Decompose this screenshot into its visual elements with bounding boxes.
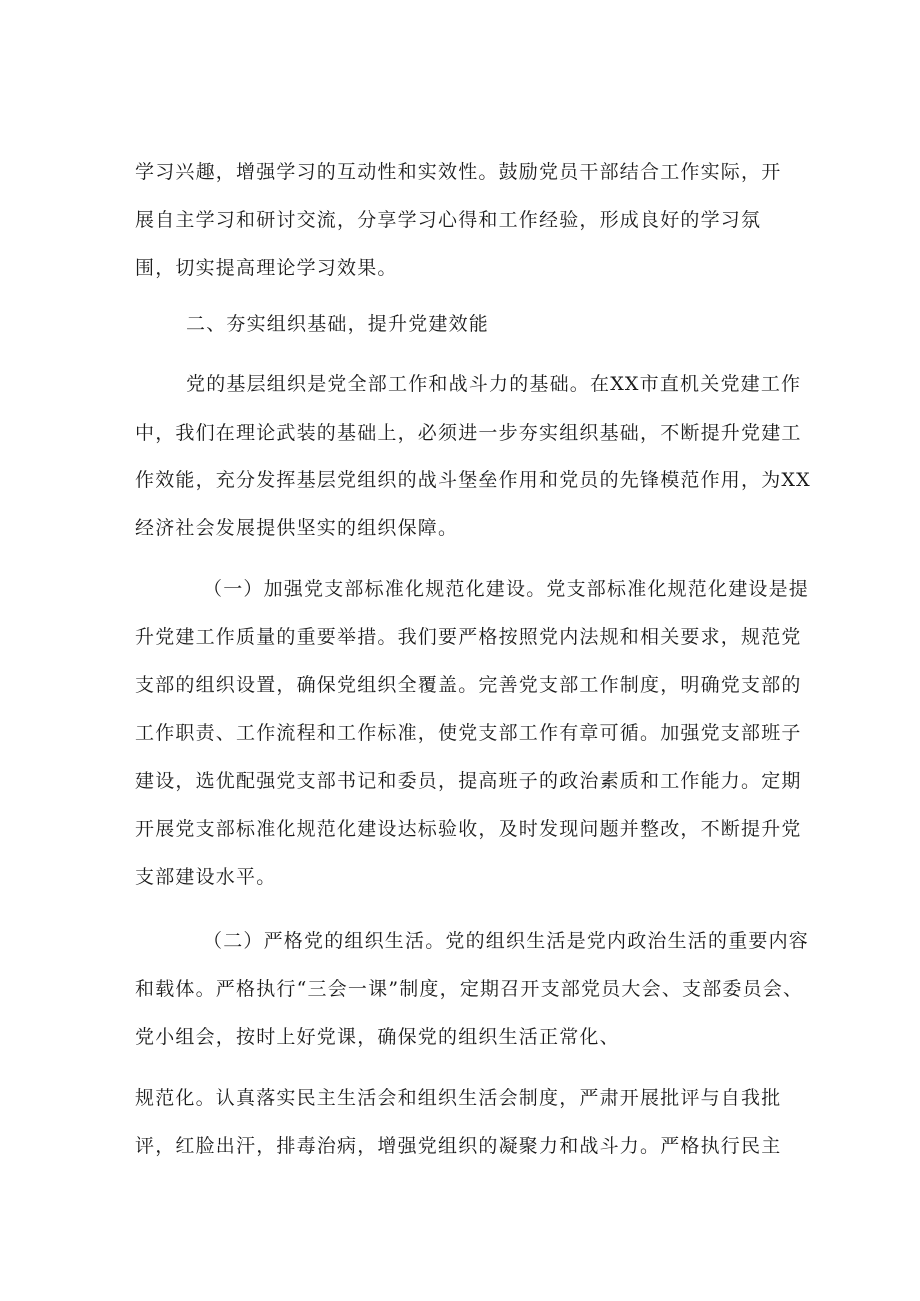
paragraph-4-line-4: 规范化。认真落实民主生活会和组织生活会制度，严肃开展批评与自我批 (135, 1087, 782, 1109)
paragraph-4-line-3: 党小组会，按时上好党课，确保党的组织生活正常化、 (135, 1026, 620, 1048)
paragraph-3-line-4: 工作职责、工作流程和工作标准，使党支部工作有章可循。加强党支部班子 (135, 722, 802, 744)
paragraph-3-line-1: （一）加强党支部标准化规范化建设。党支部标准化规范化建设是提 (203, 578, 810, 600)
paragraph-4-line-2: 和载体。严格执行“三会一课”制度，定期召开支部党员大会、支部委员会、 (135, 978, 804, 1000)
section-2-heading: 二、夯实组织基础，提升党建效能 (186, 313, 490, 335)
paragraph-4-line-5: 评，红脸出汗，排毒治病，增强党组织的凝聚力和战斗力。严格执行民主 (135, 1135, 782, 1157)
paragraph-2-line-4: 经济社会发展提供坚实的组织保障。 (135, 517, 459, 539)
paragraph-3-line-3: 支部的组织设置，确保党组织全覆盖。完善党支部工作制度，明确党支部的 (135, 674, 802, 696)
paragraph-1-line-3: 围，切实提高理论学习效果。 (135, 257, 398, 279)
paragraph-3-line-2: 升党建工作质量的重要举措。我们要严格按照党内法规和相关要求，规范党 (135, 626, 802, 648)
paragraph-3-line-5: 建设，选优配强党支部书记和委员，提高班子的政治素质和工作能力。定期 (135, 770, 802, 792)
paragraph-3-line-7: 支部建设水平。 (135, 866, 277, 888)
paragraph-2-line-3: 作效能，充分发挥基层党组织的战斗堡垒作用和党员的先锋模范作用，为XX (135, 469, 811, 491)
paragraph-2-line-1: 党的基层组织是党全部工作和战斗力的基础。在XX市直机关党建工作 (186, 373, 802, 395)
paragraph-1-line-1: 学习兴趣，增强学习的互动性和实效性。鼓励党员干部结合工作实际，开 (135, 161, 782, 183)
paragraph-2-line-2: 中，我们在理论武装的基础上，必须进一步夯实组织基础，不断提升党建工 (135, 422, 802, 444)
paragraph-4-line-1: （二）严格党的组织生活。党的组织生活是党内政治生活的重要内容 (203, 930, 810, 952)
paragraph-3-line-6: 开展党支部标准化规范化建设达标验收，及时发现问题并整改，不断提升党 (135, 818, 802, 840)
paragraph-1-line-2: 展自主学习和研讨交流，分享学习心得和工作经验，形成良好的学习氛 (135, 209, 762, 231)
